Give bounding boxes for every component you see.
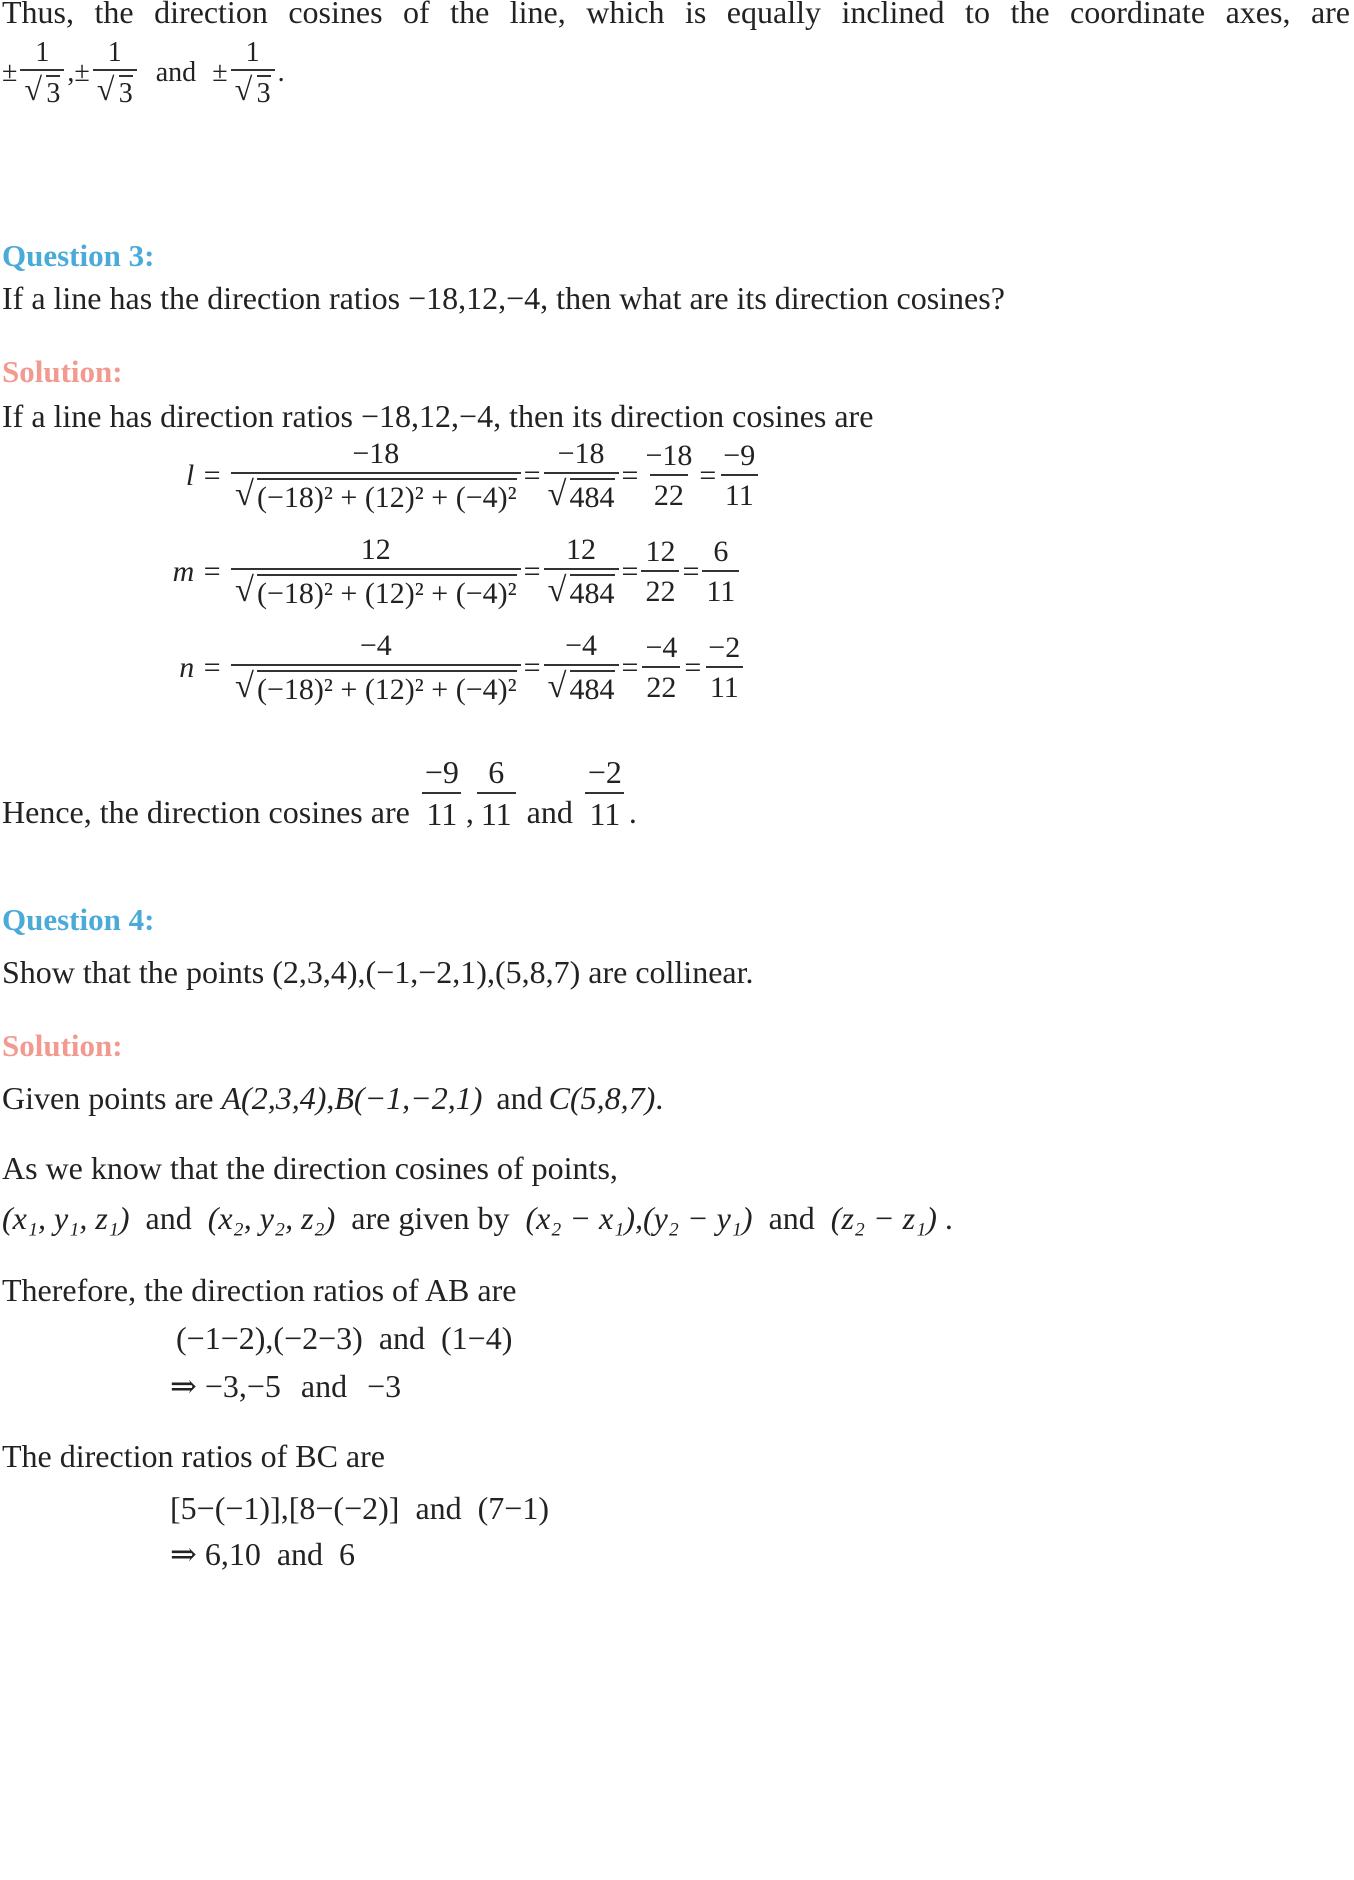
direction-formula: (x₁, y₁, z₁) and (x₂, y₂, z₂) are given by (x₂ − x₁),(y₂ − y₁) and (z₂ − z₁) . (2, 1200, 953, 1236)
equation-n: n = −4 √ (−18)² + (12)² + (−4)² = −4 √ 484 = $\frac{-4}{22}$ = $\frac{-2}{11}$ (170, 630, 747, 705)
solution-3-heading: Solution: (2, 354, 123, 389)
solution-3-conclusion: Hence, the direction cosines are $\frac{-9}{11}$ , $\frac{6}{11}$ and $\frac{-2}{11}$ . (2, 754, 637, 832)
bc-step-1: [5−(−1)],[8−(−2)] and (7−1) (170, 1490, 549, 1526)
ab-step-1: (−1−2),(−2−3) and (1−4) (176, 1320, 513, 1356)
solution-3-intro: If a line has direction ratios −18,12,−4, then its direction cosines are (2, 398, 874, 434)
question-4-text: Show that the points (2,3,4),(−1,−2,1),(5,8,7) are collinear. (2, 954, 754, 990)
bc-step-2: ⇒ 6,10 and 6 (170, 1536, 356, 1572)
solution-4-heading: Solution: (2, 1028, 123, 1063)
equation-m: m = 12 √ (−18)² + (12)² + (−4)² = 12 √ 484 = $\frac{12}{22}$ = $\frac{6}{11}$ (170, 534, 742, 609)
question-3-heading: Question 3: (2, 238, 155, 273)
ab-heading: Therefore, the direction ratios of AB are (2, 1272, 517, 1308)
bc-heading: The direction ratios of BC are (2, 1438, 385, 1474)
direction-know-text: As we know that the direction cosines of points, (2, 1150, 618, 1186)
intro-cosines: ± 1 √ 3 , ± 1 √ 3 and ± 1 √ 3 . (2, 38, 285, 109)
question-3-text: If a line has the direction ratios −18,12,−4, then what are its direction cosines? (2, 280, 1005, 316)
intro-text: Thus, the direction cosines of the line, which is equally inclined to the coordinate axes, are (2, 0, 1350, 30)
given-points: Given points are A(2,3,4),B(−1,−2,1) and C(5,8,7). (2, 1080, 664, 1116)
equation-l: l = −18 √ (−18)² + (12)² + (−4)² = −18 √ 484 = $\frac{-18}{22}$ = $\frac{-9}{11}$ (170, 438, 762, 513)
ab-step-2: ⇒ −3,−5 and −3 (170, 1368, 402, 1404)
question-4-heading: Question 4: (2, 902, 155, 937)
